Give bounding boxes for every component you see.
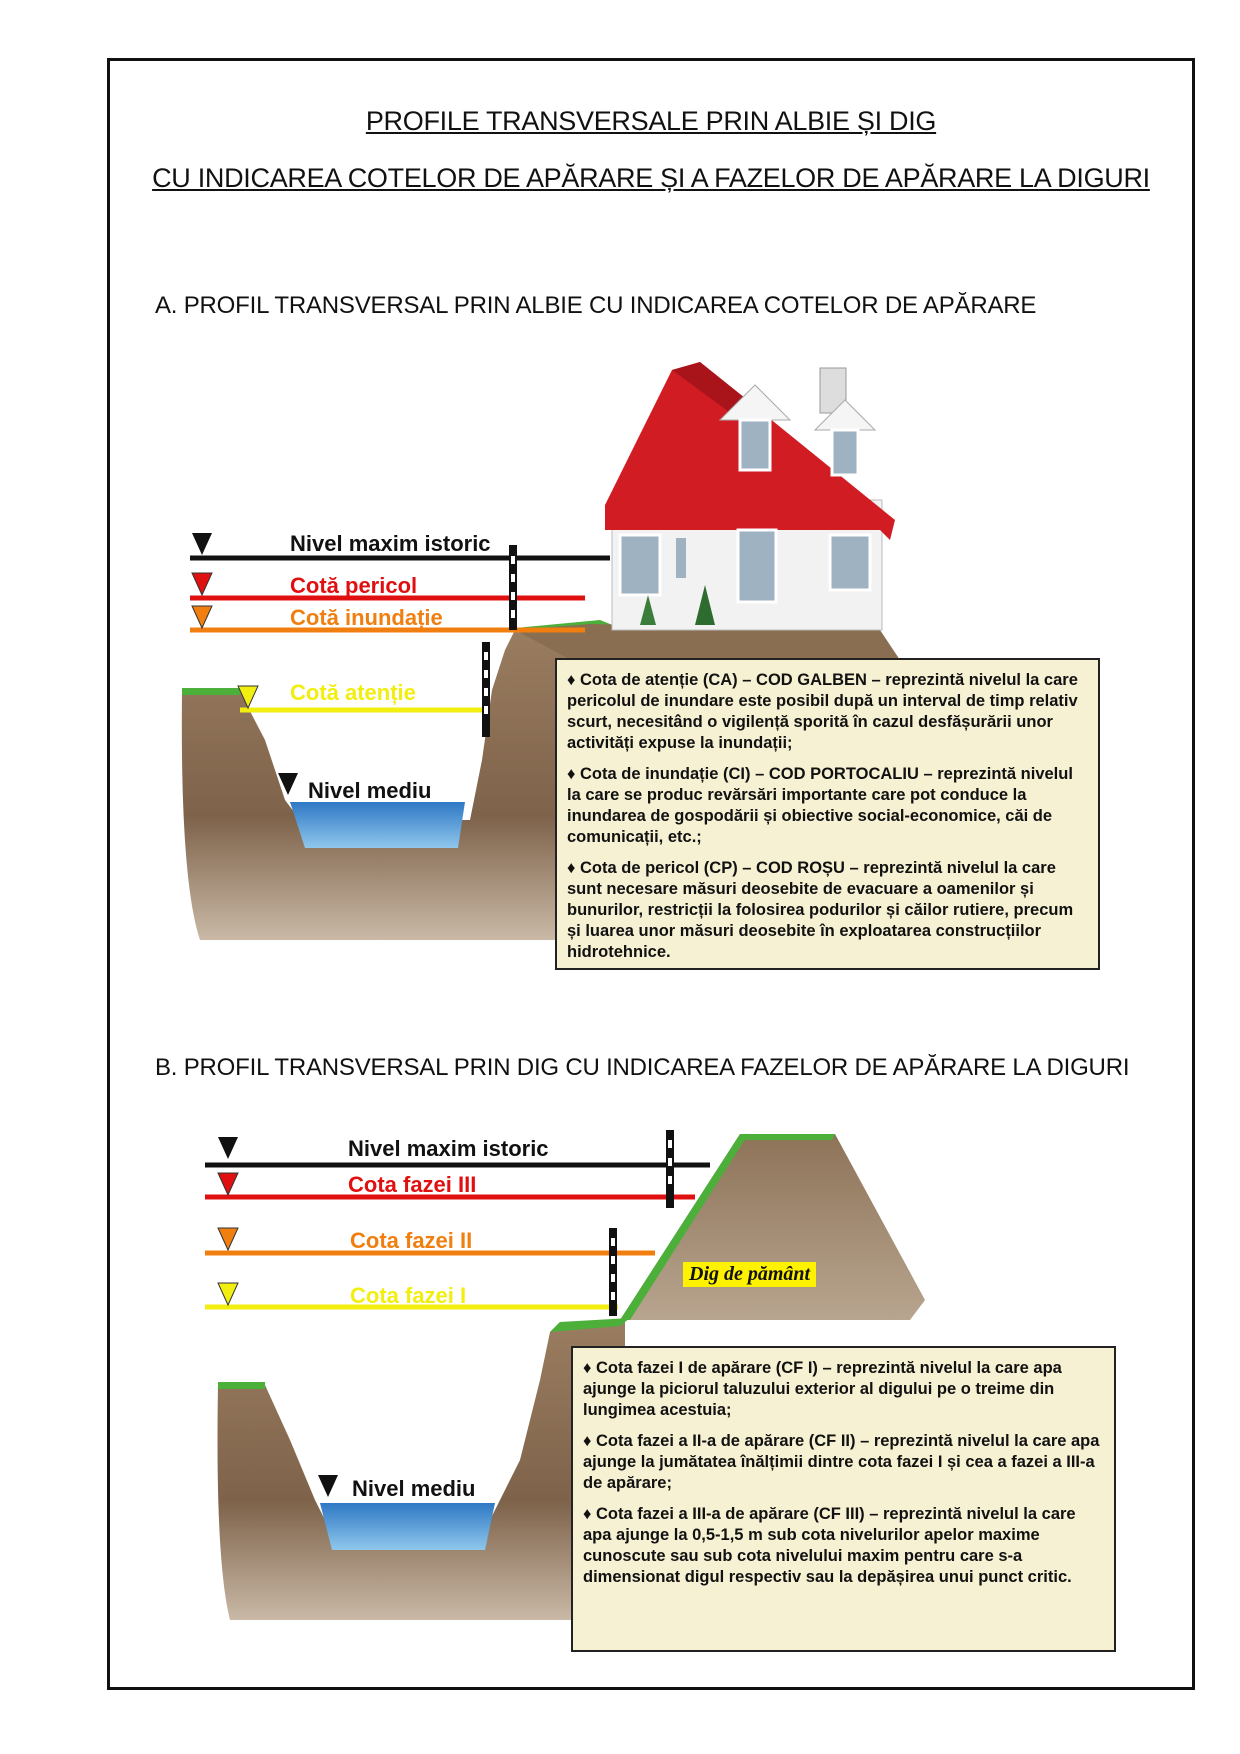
- house-illustration: [605, 362, 895, 630]
- label-max-a: Nivel maxim istoric: [290, 531, 491, 556]
- section-a-heading: A. PROFIL TRANSVERSAL PRIN ALBIE CU INDICAREA COTELOR DE APĂRARE: [155, 292, 1037, 319]
- note-a-1: ♦ Cota de atenție (CA) – COD GALBEN – reprezintă nivelul la care pericolul de inundare este posibil după un interval de timp relativ scurt, necesitând o vigilență sporită în cazul desfășurării unor activități expuse la inundații;: [567, 671, 1078, 752]
- marker-max-a: [192, 533, 212, 555]
- label-mediu-b: Nivel mediu: [352, 1476, 476, 1501]
- note-b-2: ♦ Cota fazei a II-a de apărare (CF II) – reprezintă nivelul la care apa ajunge la jumătatea înălțimii dintre cota fazei I și cea a fazei a III-a de apărare;: [583, 1432, 1100, 1492]
- label-faza3-b: Cota fazei III: [348, 1172, 477, 1197]
- label-mediu-a: Nivel mediu: [308, 778, 432, 803]
- marker-mediu-b: [318, 1475, 338, 1497]
- note-a-3: ♦ Cota de pericol (CP) – COD ROȘU – reprezintă nivelul la care sunt necesare măsuri deosebite de evacuare a oamenilor și bunurilor, restricții la folosirea podurilor și căilor rutiere, precum și luarea unor măsuri deosebite în exploatarea construcțiilor hidrotehnice.: [567, 859, 1074, 961]
- title-line-1: PROFILE TRANSVERSALE PRIN ALBIE ȘI DIG: [365, 106, 937, 136]
- label-faza2-b: Cota fazei II: [350, 1228, 473, 1253]
- label-atentie-a: Cotă atenție: [290, 680, 416, 705]
- note-b-1: ♦ Cota fazei I de apărare (CF I) – reprezintă nivelul la care apa ajunge la piciorul taluzului exterior al digului pe o treime din lungimea acestuia;: [583, 1359, 1062, 1419]
- label-faza1-b: Cota fazei I: [350, 1283, 467, 1308]
- label-pericol-a: Cotă pericol: [290, 573, 418, 598]
- section-b-heading: B. PROFIL TRANSVERSAL PRIN DIG CU INDICAREA FAZELOR DE APĂRARE LA DIGURI: [155, 1054, 1130, 1081]
- marker-pericol-a: [192, 573, 212, 595]
- label-inundatie-a: Cotă inundație: [290, 605, 443, 630]
- note-a-2: ♦ Cota de inundație (CI) – COD PORTOCALIU – reprezintă nivelul la care se produc revărsări importante care pot conduce la inundarea de gospodării și obiective social-economice, căi de comunicații, etc.;: [567, 765, 1073, 846]
- notes-box-b: [571, 1346, 1116, 1652]
- dike-label: Dig de pământ: [683, 1262, 816, 1287]
- label-max-b: Nivel maxim istoric: [348, 1136, 549, 1161]
- marker-faza1-b: [218, 1283, 238, 1305]
- marker-inundatie-a: [192, 606, 212, 628]
- title-line-2: CU INDICAREA COTELOR DE APĂRARE ȘI A FAZELOR DE APĂRARE LA DIGURI: [152, 163, 1150, 193]
- note-b-3: ♦ Cota fazei a III-a de apărare (CF III) – reprezintă nivelul la care apa ajunge la 0,5-1,5 m sub cota nivelurilor apelor maxime cunoscute sau sub cota nivelului maxim pentru care s-a dimensionat digul respectiv sau la depășirea unui punct critic.: [583, 1505, 1076, 1586]
- marker-faza2-b: [218, 1228, 238, 1250]
- marker-max-b: [218, 1137, 238, 1159]
- notes-box-a: [555, 658, 1100, 970]
- marker-faza3-b: [218, 1173, 238, 1195]
